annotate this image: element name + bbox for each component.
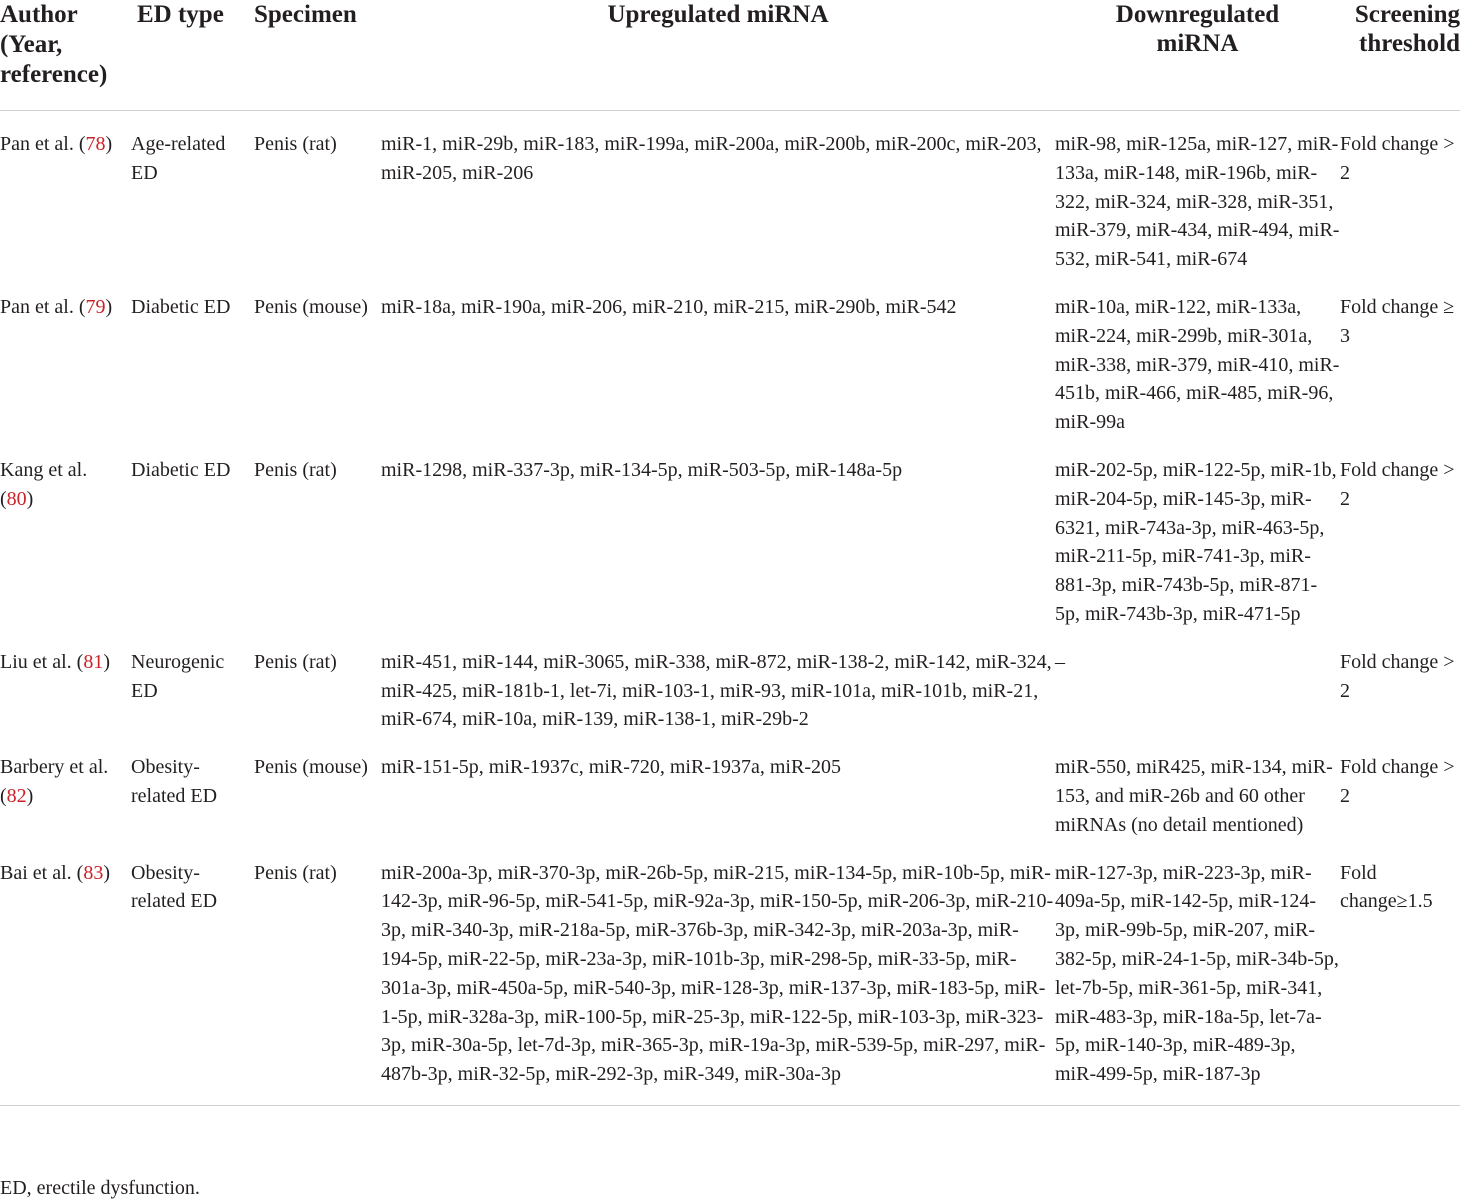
- ed-type-cell: Diabetic ED: [131, 458, 231, 481]
- ed-type-cell: Neurogenic ED: [131, 650, 225, 702]
- specimen-cell: Penis (rat): [254, 133, 337, 155]
- upregulated-cell: miR-18a, miR-190a, miR-206, miR-210, miR-215, miR-290b, miR-542: [381, 295, 957, 318]
- header-downregulated-line2: miRNA: [1156, 30, 1239, 57]
- header-author-line3: reference): [0, 61, 108, 88]
- upregulated-cell: miR-200a-3p, miR-370-3p, miR-26b-5p, miR-215, miR-134-5p, miR-10b-5p, miR-142-3p, miR-96-5p, miR-541-5p, miR-92a-3p, miR-150-5p, miR-206-3p, miR-210-3p, miR-340-3p, miR-218a-5p, miR-376b-3p, miR-342-3p, miR-203a-3p, miR-194-5p, miR-22-5p, miR-23a-3p, miR-101b-3p, miR-298-5p, miR-33-5p, miR-301a-3p, miR-450a-5p, miR-540-3p, miR-128-3p, miR-137-3p, miR-183-5p, miR-1-5p, miR-328a-3p, miR-100-5p, miR-25-3p, miR-122-5p, miR-103-3p, miR-323-3p, miR-30a-5p, let-7d-3p, miR-365-3p, miR-19a-3p, miR-539-5p, miR-297, miR-487b-3p, miR-32-5p, miR-292-3p, miR-349, miR-30a-3p: [381, 861, 1054, 1086]
- upregulated-cell: miR-451, miR-144, miR-3065, miR-338, miR-872, miR-138-2, miR-142, miR-324, miR-425, miR-181b-1, let-7i, miR-103-1, miR-93, miR-101a, miR-101b, miR-21, miR-674, miR-10a, miR-139, miR-138-1, miR-29b-2: [381, 650, 1052, 731]
- header-ed-type: ED type: [137, 1, 224, 28]
- author-cell: [0, 734, 131, 839]
- header-author-line2: (Year,: [0, 31, 63, 58]
- table-row: [0, 734, 1460, 839]
- author-text-close: ): [105, 295, 113, 318]
- threshold-cell: Fold change > 2: [1340, 650, 1455, 702]
- author-cell: [0, 437, 131, 629]
- header-author: [0, 0, 131, 111]
- ed-type-cell: Obesity-related ED: [131, 756, 218, 807]
- author-cell: [0, 274, 131, 437]
- table-footnote: ED, erectile dysfunction.: [0, 1177, 200, 1199]
- specimen-cell: Penis (rat): [254, 458, 337, 481]
- author-text-close: ): [26, 487, 34, 510]
- header-specimen: Specimen: [254, 1, 357, 28]
- upregulated-cell: miR-1, miR-29b, miR-183, miR-199a, miR-200a, miR-200b, miR-200c, miR-203, miR-205, miR-206: [381, 133, 1042, 184]
- upregulated-cell: miR-151-5p, miR-1937c, miR-720, miR-1937a, miR-205: [381, 756, 841, 779]
- header-downregulated-line1: Downregulated: [1115, 1, 1280, 28]
- downregulated-cell: miR-127-3p, miR-223-3p, miR-409a-5p, miR-142-5p, miR-124-3p, miR-99b-5p, miR-207, miR-382-5p, miR-24-1-5p, miR-34b-5p, let-7b-5p, miR-361-5p, miR-341, miR-483-3p, miR-18a-5p, let-7a-5p, miR-140-3p, miR-489-3p, miR-499-5p, miR-187-3p: [1055, 861, 1339, 1086]
- reference-link[interactable]: 79: [85, 295, 106, 318]
- author-text: Barbery et al. (: [0, 756, 109, 807]
- header-author-line1: Author: [0, 1, 78, 28]
- downregulated-cell: miR-550, miR425, miR-134, miR-153, and miR-26b and 60 other miRNAs (no detail mentioned): [1055, 756, 1333, 836]
- specimen-cell: Penis (mouse): [254, 295, 368, 318]
- author-cell: [0, 629, 131, 734]
- header-threshold: [1340, 0, 1460, 111]
- reference-link[interactable]: 78: [85, 133, 106, 155]
- downregulated-cell: miR-98, miR-125a, miR-127, miR-133a, miR-148, miR-196b, miR-322, miR-324, miR-328, miR-351, miR-379, miR-434, miR-494, miR-532, miR-541, miR-674: [1055, 133, 1340, 271]
- author-text-close: ): [103, 650, 110, 673]
- specimen-cell: Penis (rat): [254, 861, 337, 884]
- threshold-cell: Fold change > 2: [1340, 133, 1455, 184]
- author-cell: [0, 840, 131, 1106]
- downregulated-cell: miR-10a, miR-122, miR-133a, miR-224, miR-299b, miR-301a, miR-338, miR-379, miR-410, miR-451b, miR-466, miR-485, miR-96, miR-99a: [1055, 295, 1340, 434]
- author-text: Liu et al. (: [0, 650, 84, 673]
- author-text: Pan et al. (: [0, 133, 86, 155]
- table-row: [0, 111, 1460, 274]
- threshold-cell: Fold change > 2: [1340, 756, 1455, 807]
- reference-link[interactable]: 81: [83, 650, 104, 673]
- author-text: Bai et al. (: [0, 861, 84, 884]
- threshold-cell: Fold change≥1.5: [1340, 861, 1433, 913]
- ed-type-cell: Obesity-related ED: [131, 861, 218, 913]
- table-row: [0, 437, 1460, 629]
- author-text-close: ): [103, 861, 110, 884]
- author-text: Pan et al. (: [0, 295, 86, 318]
- header-row: [0, 0, 1460, 111]
- header-threshold-line1: Screening: [1354, 1, 1460, 28]
- threshold-cell: Fold change ≥ 3: [1340, 295, 1455, 347]
- reference-link[interactable]: 83: [83, 861, 104, 884]
- table-row: [0, 629, 1460, 734]
- header-upregulated: Upregulated miRNA: [607, 1, 829, 28]
- table-row: [0, 840, 1460, 1106]
- specimen-cell: Penis (rat): [254, 650, 337, 673]
- author-text-close: ): [26, 784, 34, 807]
- header-downregulated: [1055, 0, 1340, 111]
- ed-type-cell: Diabetic ED: [131, 295, 231, 318]
- reference-link[interactable]: 82: [6, 784, 27, 807]
- reference-link[interactable]: 80: [6, 487, 27, 510]
- downregulated-cell: –: [1055, 650, 1065, 673]
- header-threshold-line2: threshold: [1359, 30, 1460, 57]
- downregulated-cell: miR-202-5p, miR-122-5p, miR-1b, miR-204-5p, miR-145-3p, miR-6321, miR-743a-3p, miR-463-5p, miR-211-5p, miR-741-3p, miR-881-3p, miR-743b-5p, miR-871-5p, miR-743b-3p, miR-471-5p: [1055, 458, 1337, 625]
- specimen-cell: Penis (mouse): [254, 756, 368, 779]
- ed-type-cell: Age-related ED: [131, 133, 226, 184]
- upregulated-cell: miR-1298, miR-337-3p, miR-134-5p, miR-503-5p, miR-148a-5p: [381, 458, 903, 481]
- table-row: [0, 274, 1460, 437]
- author-text: Kang et al. (: [0, 458, 88, 510]
- threshold-cell: Fold change > 2: [1340, 458, 1455, 510]
- author-cell: [0, 111, 131, 274]
- author-text-close: ): [105, 133, 113, 155]
